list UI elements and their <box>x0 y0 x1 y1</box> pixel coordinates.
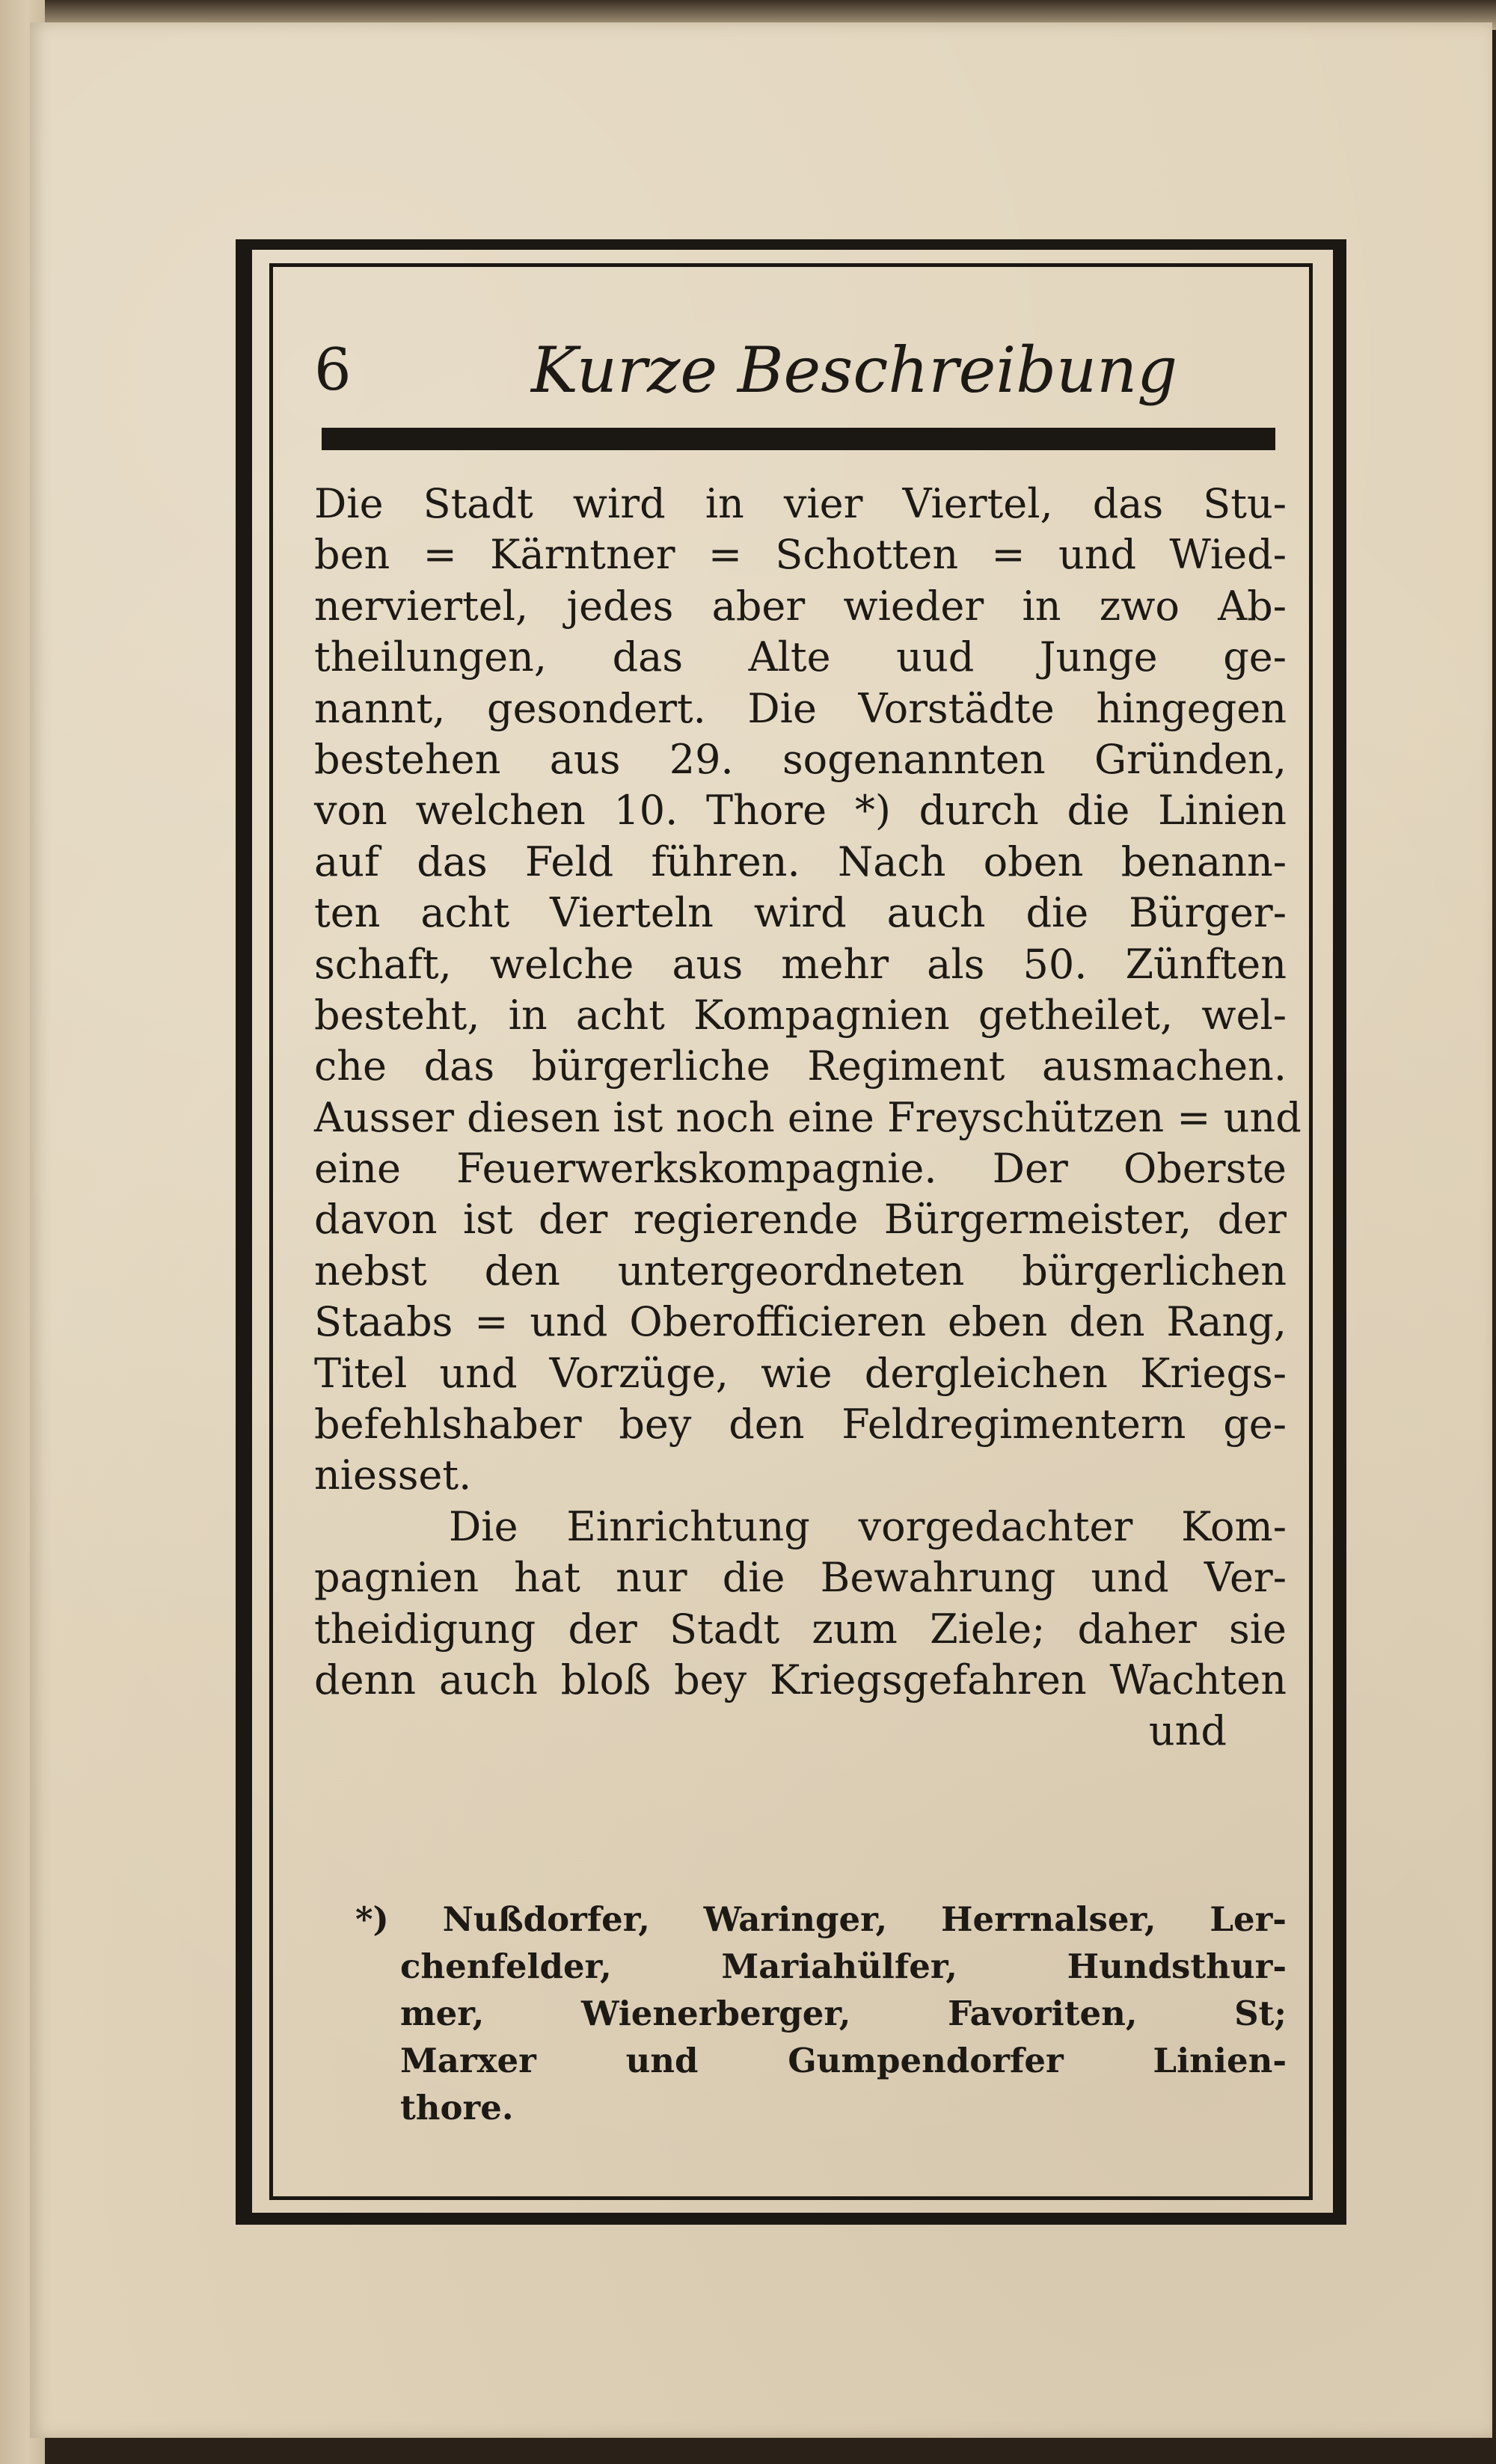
footnote <box>355 1896 1287 2131</box>
text-line: besteht, in acht Kompagnien getheilet, wel- <box>314 991 1287 1039</box>
text-line: nerviertel, jedes aber wieder in zwo Ab- <box>314 582 1287 630</box>
footnote-line: mer, Wienerberger, Favoriten, St; <box>400 1994 1287 2033</box>
catchword: und <box>1148 1707 1227 1755</box>
text-line: schaft, welche aus mehr als 50. Zünften <box>314 940 1287 988</box>
text-line: nebst den untergeordneten bürgerlichen <box>314 1247 1287 1294</box>
main-text <box>314 479 1302 1757</box>
text-line: theilungen, das Alte uud Junge ge- <box>314 633 1287 681</box>
text-line: eine Feuerwerkskompagnie. Der Oberste <box>314 1145 1287 1193</box>
footnote-line: Marxer und Gumpendorfer Linien- <box>400 2041 1287 2080</box>
text-line: Die Stadt wird in vier Viertel, das Stu- <box>314 480 1287 527</box>
text-line: pagnien hat nur die Bewahrung und Ver- <box>314 1554 1287 1602</box>
text-line: ben = Kärntner = Schotten = und Wied- <box>314 531 1287 579</box>
text-line: che das bürgerliche Regiment ausmachen. <box>314 1042 1287 1090</box>
footnote-line: *) Nußdorfer, Waringer, Herrnalser, Ler- <box>355 1899 1287 1939</box>
text-line: denn auch bloß bey Kriegsgefahren Wachten <box>314 1656 1287 1703</box>
text-line: davon ist der regierende Bürgermeister, der <box>314 1196 1287 1244</box>
text-line: nannt, gesondert. Die Vorstädte hingegen <box>314 684 1287 732</box>
text-line: Staabs = und Oberofficieren eben den Rang, <box>314 1298 1287 1346</box>
footnote-line: chenfelder, Mariahülfer, Hundsthur- <box>400 1947 1287 1986</box>
text-line: ten acht Vierteln wird auch die Bürger- <box>314 889 1287 937</box>
footnote-line: thore. <box>400 2088 514 2127</box>
text-line: Ausser diesen ist noch eine Freyschützen = und <box>314 1093 1302 1141</box>
text-line: Die Einrichtung vorgedachter Kom- <box>449 1502 1287 1550</box>
text-line: Titel und Vorzüge, wie dergleichen Kriegs- <box>314 1349 1287 1397</box>
page-header <box>314 322 1272 419</box>
header-rule <box>322 428 1275 450</box>
text-line: theidigung der Stadt zum Ziele; daher sie <box>314 1605 1287 1653</box>
text-line: bestehen aus 29. sogenannten Gründen, <box>314 735 1287 783</box>
running-title: Kurze Beschreibung <box>531 334 1177 407</box>
page-number: 6 <box>314 337 352 404</box>
text-line: befehlshaber bey den Feldregimentern ge- <box>314 1401 1287 1448</box>
text-line: von welchen 10. Thore *) durch die Linien <box>314 787 1287 835</box>
text-line: niesset. <box>314 1451 472 1499</box>
text-line: auf das Feld führen. Nach oben benann- <box>314 838 1287 885</box>
